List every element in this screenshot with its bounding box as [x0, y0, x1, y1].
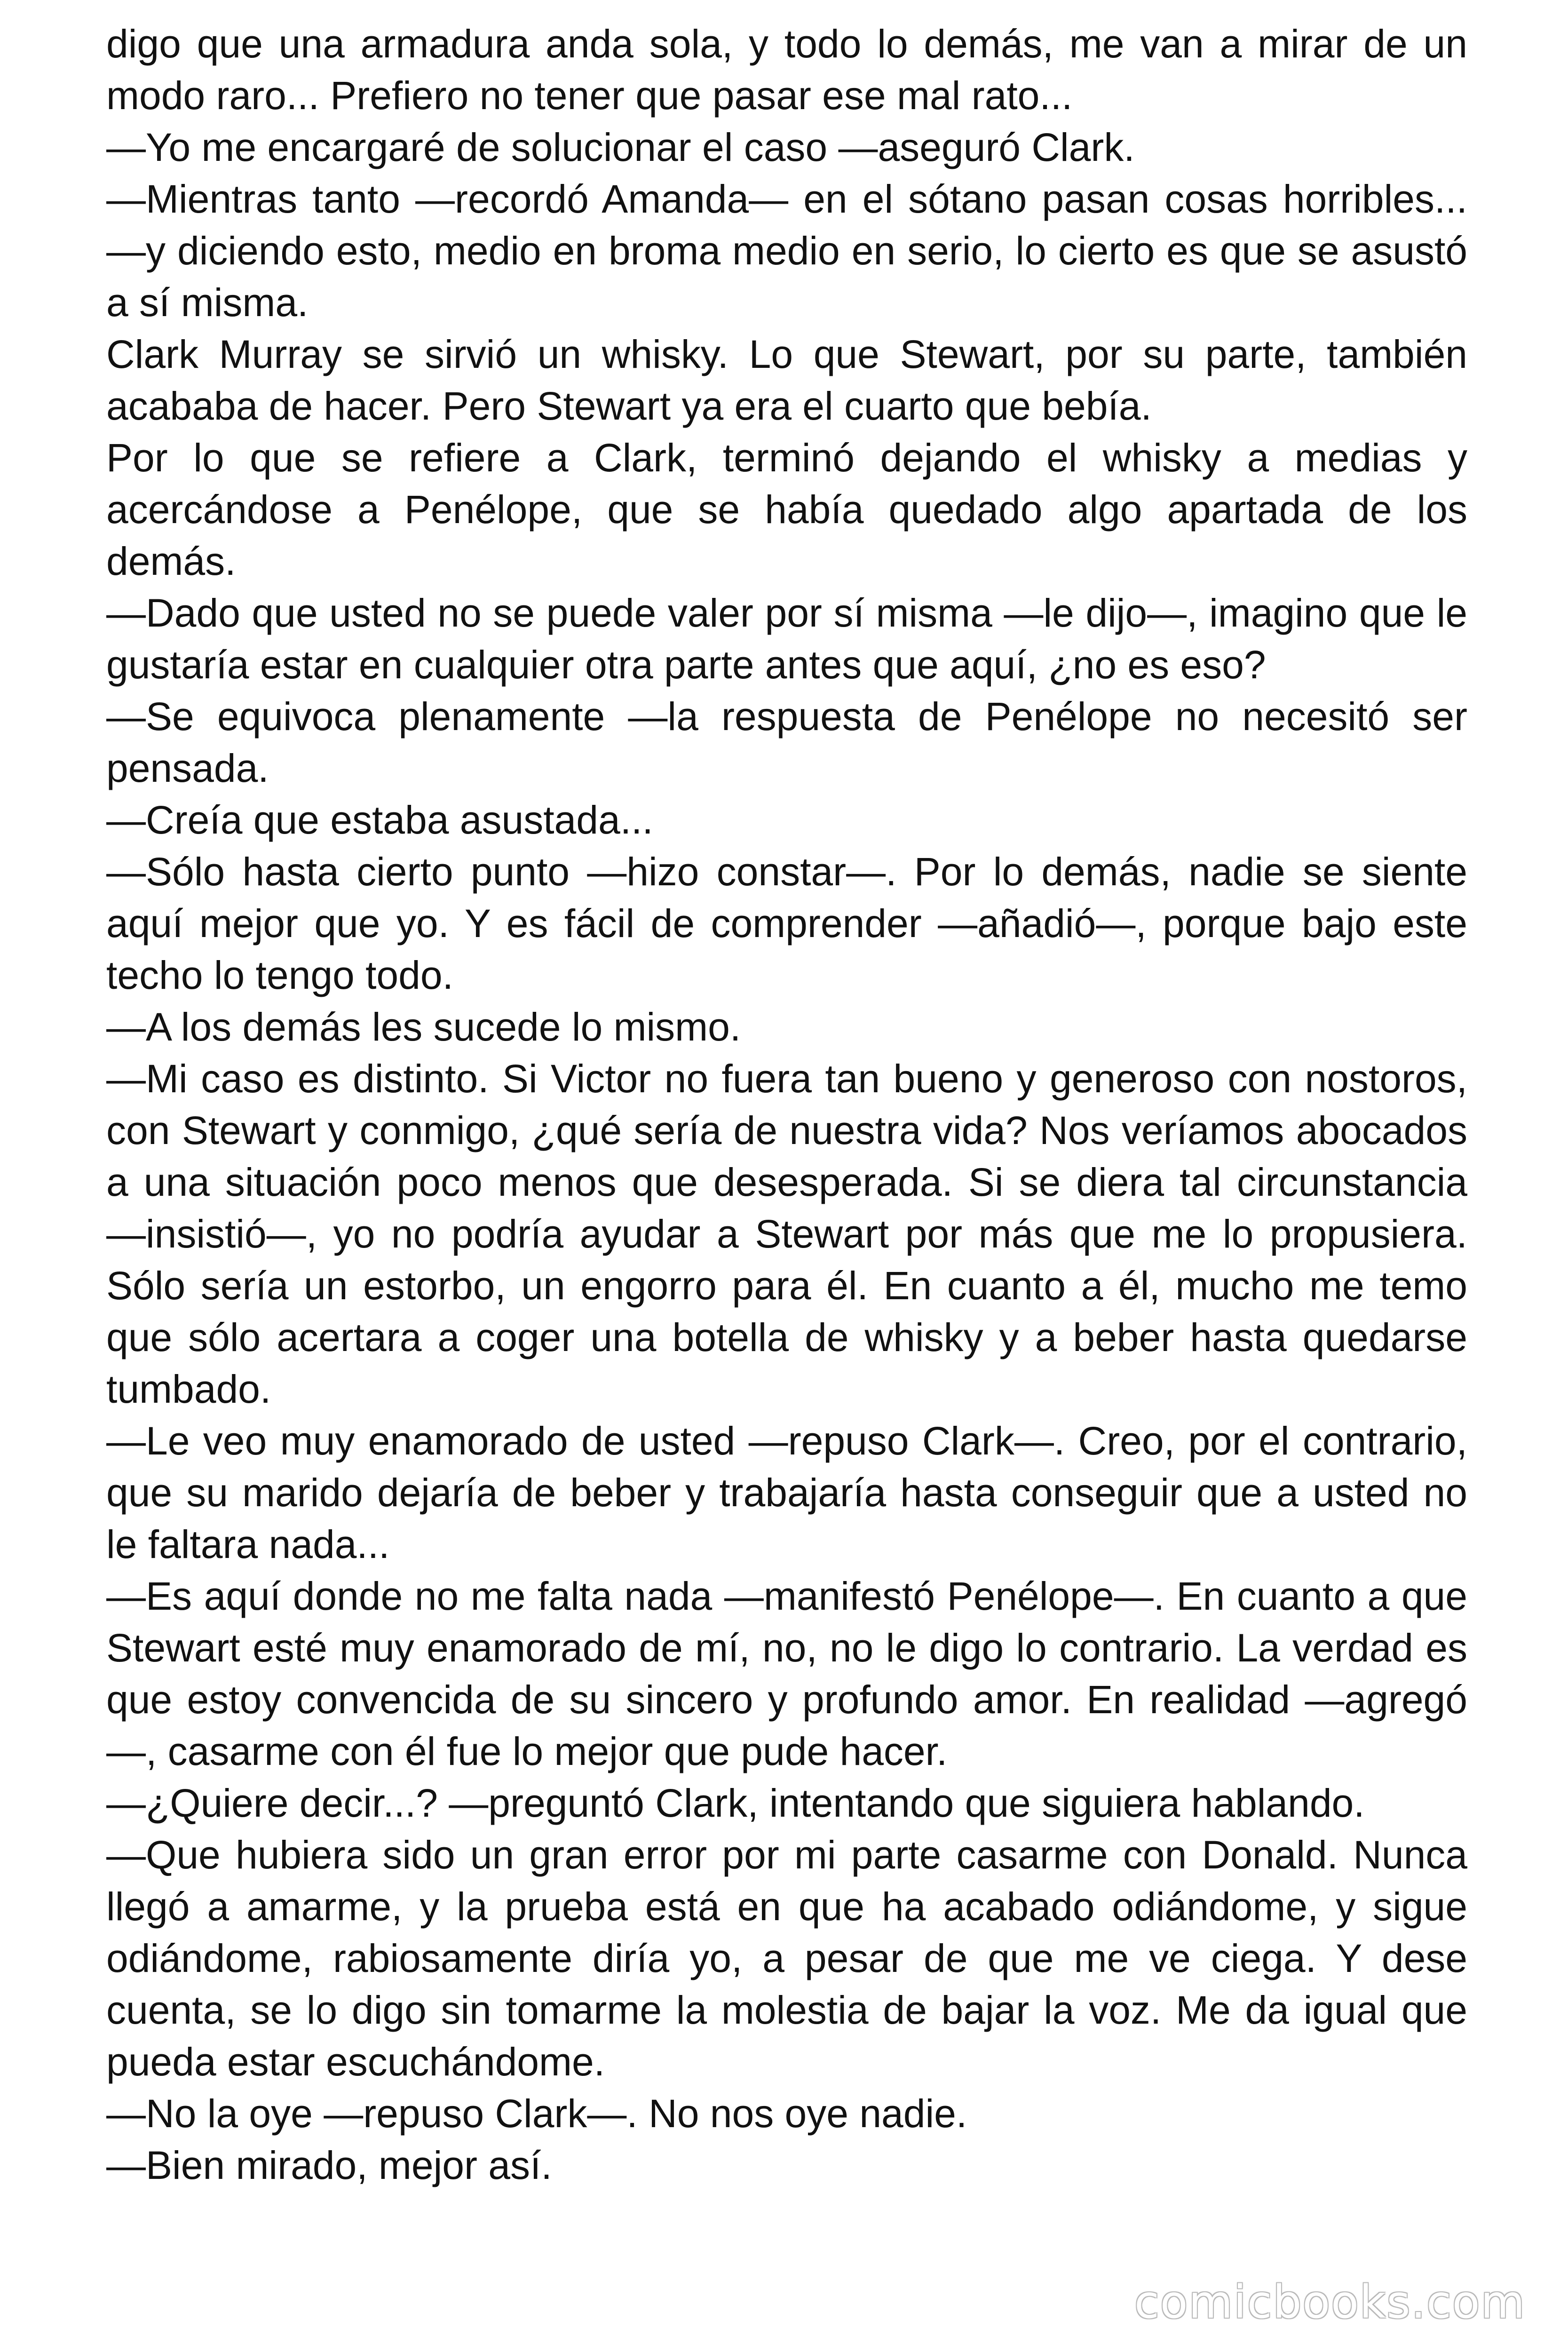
paragraph: —Se equivoca plenamente —la respuesta de Penélope no necesitó ser pensada. — [106, 694, 1467, 790]
paragraph: —Sólo hasta cierto punto —hizo constar—. Por lo demás, nadie se siente aquí mejor que yo. Y es fácil de comprender —añadió—, porque bajo este techo lo tengo todo. — [106, 850, 1467, 997]
paragraph: —Es aquí donde no me falta nada —manifestó Penélope—. En cuanto a que Stewart esté muy enamorado de mí, no, no le digo lo contrario. La verdad es que estoy convencida de su sincero y profundo amor. En realidad —agregó—, casarme con él fue lo mejor que pude hacer. — [106, 1574, 1467, 1773]
paragraph: —Mi caso es distinto. Si Victor no fuera tan bueno y generoso con nostoros, con Stewart y conmigo, ¿qué sería de nuestra vida? Nos veríamos abocados a una situación poco menos que desesperada. Si se diera tal circunstancia —insistió—, yo no podría ayudar a Stewart por más que me lo propusiera. Sólo sería un estorbo, un engorro para él. En cuanto a él, mucho me temo que sólo acertara a coger una botella de whisky y a beber hasta quedarse tumbado. — [106, 1057, 1467, 1411]
paragraph: —No la oye —repuso Clark—. No nos oye nadie. — [106, 2091, 967, 2136]
body-text — [106, 18, 1467, 2191]
paragraph: —Que hubiera sido un gran error por mi parte casarme con Donald. Nunca llegó a amarme, y la prueba está en que ha acabado odiándome, y sigue odiándome, rabiosamente diría yo, a pesar de que me ve ciega. Y dese cuenta, se lo digo sin tomarme la molestia de bajar la voz. Me da igual que pueda estar escuchándome. — [106, 1833, 1467, 2084]
paragraph: —Yo me encargaré de solucionar el caso —aseguró Clark. — [106, 125, 1135, 169]
watermark: comicbooks.com — [1134, 2276, 1526, 2328]
paragraph: —Creía que estaba asustada... — [106, 798, 653, 842]
paragraph: Clark Murray se sirvió un whisky. Lo que Stewart, por su parte, también acababa de hacer. Pero Stewart ya era el cuarto que bebía. — [106, 332, 1467, 428]
paragraph: Por lo que se refiere a Clark, terminó dejando el whisky a medias y acercándose a Penélope, que se había quedado algo apartada de los demás. — [106, 436, 1467, 583]
paragraph: —Bien mirado, mejor así. — [106, 2143, 552, 2187]
paragraph: —A los demás les sucede lo mismo. — [106, 1005, 741, 1049]
paragraph: —Le veo muy enamorado de usted —repuso Clark—. Creo, por el contrario, que su marido dejaría de beber y trabajaría hasta conseguir que a usted no le faltara nada... — [106, 1419, 1467, 1566]
paragraph: digo que una armadura anda sola, y todo lo demás, me van a mirar de un modo raro... Prefiero no tener que pasar ese mal rato... — [106, 22, 1467, 118]
paragraph: —Dado que usted no se puede valer por sí misma —le dijo—, imagino que le gustaría estar en cualquier otra parte antes que aquí, ¿no es eso? — [106, 591, 1467, 687]
paragraph: —Mientras tanto —recordó Amanda— en el sótano pasan cosas horribles... —y diciendo esto, medio en broma medio en serio, lo cierto es que se asustó a sí misma. — [106, 177, 1467, 325]
paragraph: —¿Quiere decir...? —preguntó Clark, intentando que siguiera hablando. — [106, 1781, 1365, 1825]
